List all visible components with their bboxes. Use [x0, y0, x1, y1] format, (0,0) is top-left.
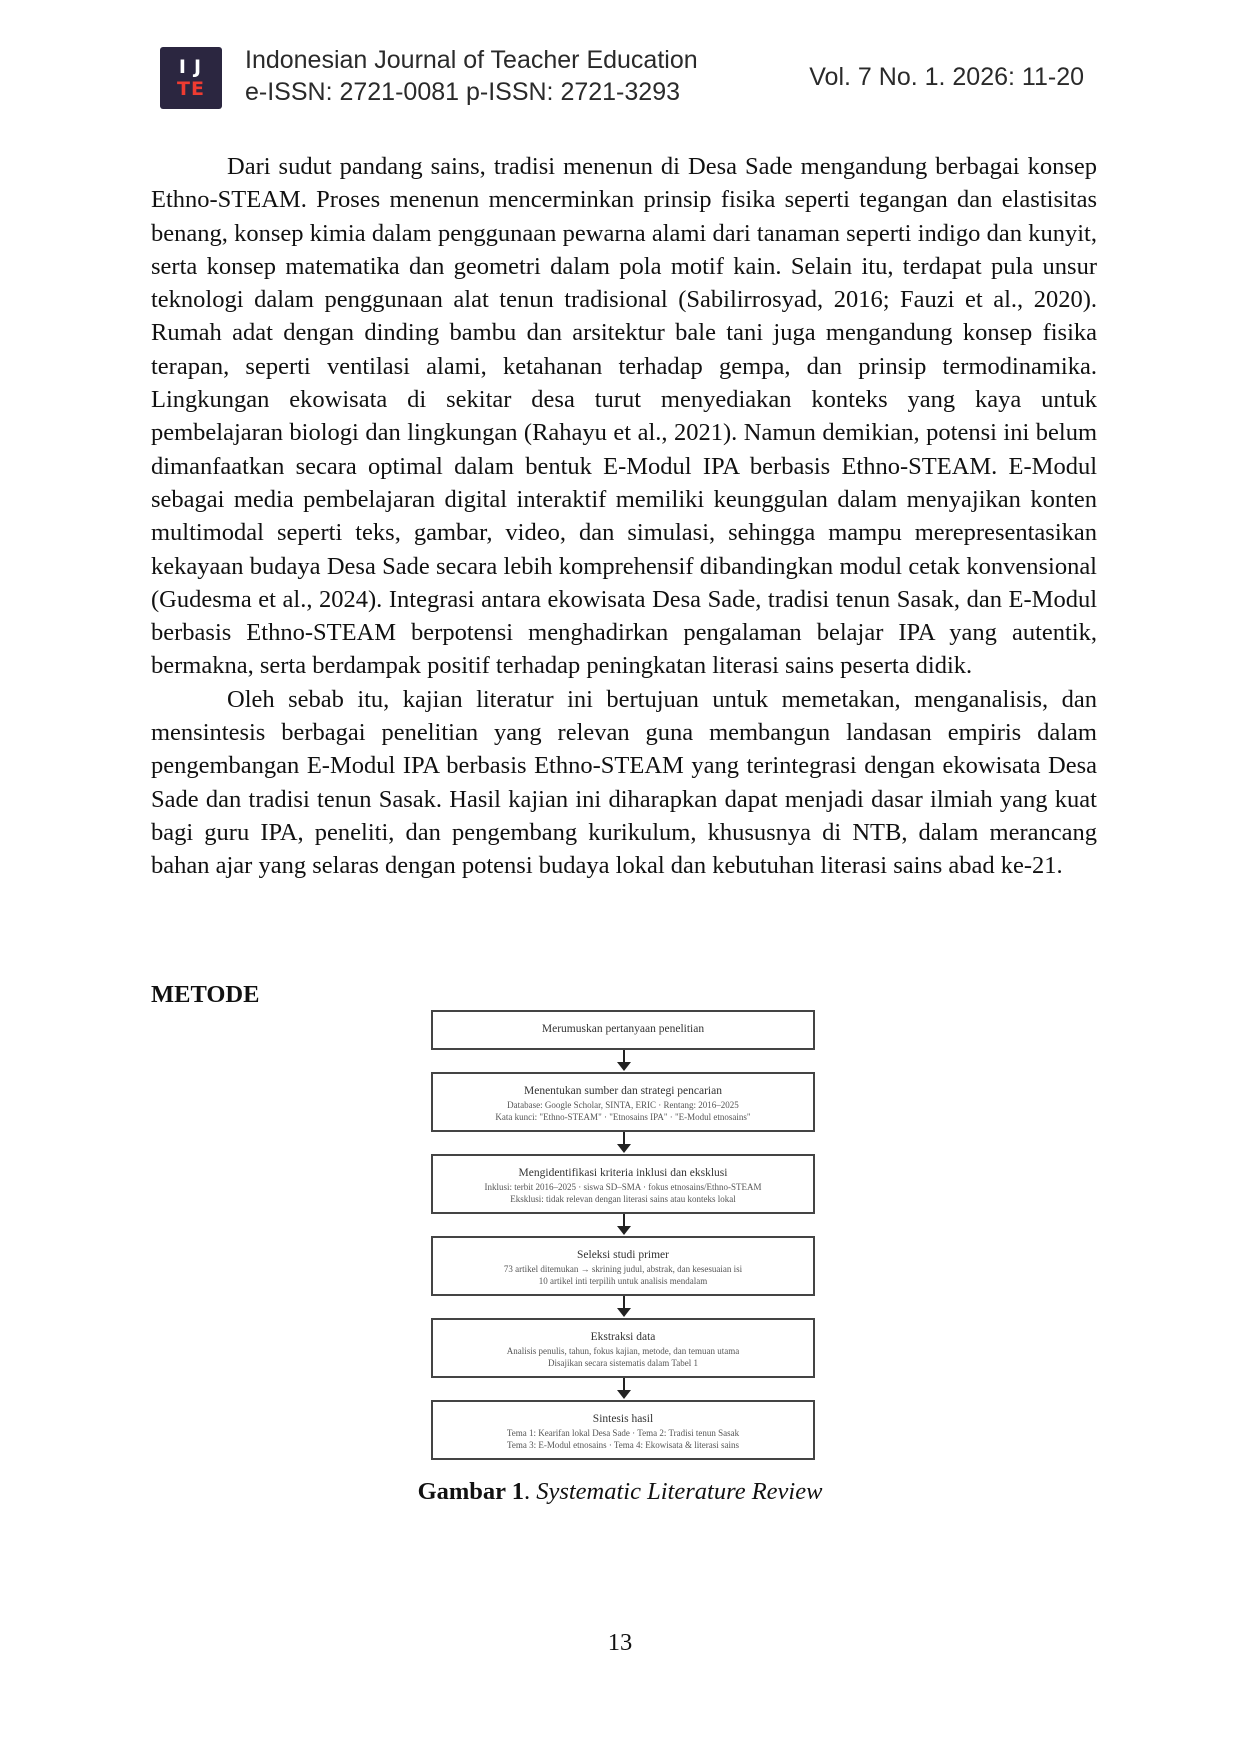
flow-step-detail: Tema 1: Kearifan lokal Desa Sade · Tema 2: Tradisi tenun Sasak	[506, 1428, 740, 1438]
journal-header	[160, 44, 1090, 114]
arrow-down-icon	[616, 1050, 632, 1072]
arrow-down-icon	[616, 1378, 632, 1400]
figure-caption-title: Systematic Literature Review	[536, 1478, 823, 1505]
section-heading: METODE	[151, 981, 260, 1008]
journal-issn: e-ISSN: 2721-0081 p-ISSN: 2721-3293	[245, 78, 680, 106]
flow-step-title: Sintesis hasil	[592, 1413, 654, 1425]
flowchart-figure	[429, 1010, 819, 1470]
figure-caption	[0, 1478, 1240, 1506]
flow-step-detail: 10 artikel inti terpilih untuk analisis mendalam	[538, 1276, 708, 1286]
flow-step-detail: Database: Google Scholar, SINTA, ERIC · Rentang: 2016–2025	[507, 1100, 739, 1110]
flow-step-detail: Inklusi: terbit 2016–2025 · siswa SD–SMA · fokus etnosains/Ethno-STEAM	[484, 1182, 762, 1192]
logo-letters-bottom: TE	[177, 78, 205, 100]
flow-step-detail: Analisis penulis, tahun, fokus kajian, metode, dan temuan utama	[506, 1346, 740, 1356]
logo-letters-top: IJ	[178, 56, 210, 78]
arrow-down-icon	[616, 1132, 632, 1154]
paragraph: Oleh sebab itu, kajian literatur ini bertujuan untuk memetakan, menganalisis, dan mensintesis berbagai penelitian yang relevan guna membangun landasan empiris dalam pengembangan E-Modul IPA berbasis Ethno-STEAM yang terintegrasi dengan ekowisata Desa Sade dan tradisi tenun Sasak. Hasil kajian ini diharapkan dapat menjadi dasar ilmiah yang kuat bagi guru IPA, peneliti, dan pengembang kurikulum, khususnya di NTB, dalam merancang bahan ajar yang selaras dengan potensi budaya lokal dan kebutuhan literasi sains abad ke-21.	[151, 685, 1097, 880]
flow-step-4	[431, 1236, 815, 1296]
flow-step-detail: Kata kunci: "Ethno-STEAM" · "Etnosains IPA" · "E-Modul etnosains"	[495, 1112, 751, 1122]
flow-step-detail: Tema 3: E-Modul etnosains · Tema 4: Ekowisata & literasi sains	[506, 1440, 740, 1450]
flow-step-detail: Eksklusi: tidak relevan dengan literasi sains atau konteks lokal	[510, 1194, 736, 1204]
flow-step-title: Merumuskan pertanyaan penelitian	[541, 1023, 705, 1035]
flow-step-2	[431, 1072, 815, 1132]
figure-caption-separator: .	[523, 1478, 537, 1505]
journal-logo	[160, 47, 222, 109]
flow-step-1	[431, 1010, 815, 1050]
figure-caption-label: Gambar 1	[417, 1478, 524, 1505]
flow-step-title: Mengidentifikasi kriteria inklusi dan eksklusi	[518, 1167, 728, 1179]
flow-step-3	[431, 1154, 815, 1214]
flow-step-6	[431, 1400, 815, 1460]
flow-step-title: Menentukan sumber dan strategi pencarian	[524, 1085, 722, 1097]
flow-step-5	[431, 1318, 815, 1378]
arrow-down-icon	[616, 1214, 632, 1236]
body-text	[151, 150, 1097, 883]
flow-step-detail: Disajikan secara sistematis dalam Tabel 1	[548, 1358, 698, 1368]
flow-step-detail: 73 artikel ditemukan → skrining judul, abstrak, dan kesesuaian isi	[503, 1264, 743, 1274]
page-number: 13	[607, 1629, 633, 1656]
flow-step-title: Ekstraksi data	[590, 1331, 656, 1343]
journal-volume: Vol. 7 No. 1. 2026: 11-20	[809, 63, 1084, 91]
arrow-down-icon	[616, 1296, 632, 1318]
paragraph: Dari sudut pandang sains, tradisi menenun di Desa Sade mengandung berbagai konsep Ethno-STEAM. Proses menenun mencerminkan prinsip fisika seperti tegangan dan elastisitas benang, konsep kimia dalam penggunaan pewarna alami dari tanaman seperti indigo dan kunyit, serta konsep matematika dan geometri dalam pola motif kain. Selain itu, terdapat pula unsur teknologi dalam penggunaan alat tenun tradisional (Sabilirrosyad, 2016; Fauzi et al., 2020). Rumah adat dengan dinding bambu dan arsitektur bale tani juga mengandung konsep fisika terapan, seperti ventilasi alami, ketahanan terhadap gempa, dan prinsip termodinamika. Lingkungan ekowisata di sekitar desa turut menyediakan konteks yang kaya untuk pembelajaran biologi dan lingkungan (Rahayu et al., 2021). Namun demikian, potensi ini belum dimanfaatkan secara optimal dalam bentuk E-Modul IPA berbasis Ethno-STEAM. E-Modul sebagai media pembelajaran digital interaktif memiliki keunggulan dalam menyajikan konten multimodal seperti teks, gambar, video, dan simulasi, sehingga mampu merepresentasikan kekayaan budaya Desa Sade secara lebih komprehensif dibandingkan modul cetak konvensional (Gudesma et al., 2024). Integrasi antara ekowisata Desa Sade, tradisi tenun Sasak, dan E-Modul berbasis Ethno-STEAM berpotensi menghadirkan pengalaman belajar IPA yang autentik, bermakna, serta berdampak positif terhadap peningkatan literasi sains peserta didik.	[151, 153, 1097, 680]
flow-step-title: Seleksi studi primer	[577, 1249, 669, 1261]
journal-name: Indonesian Journal of Teacher Education	[245, 46, 698, 74]
